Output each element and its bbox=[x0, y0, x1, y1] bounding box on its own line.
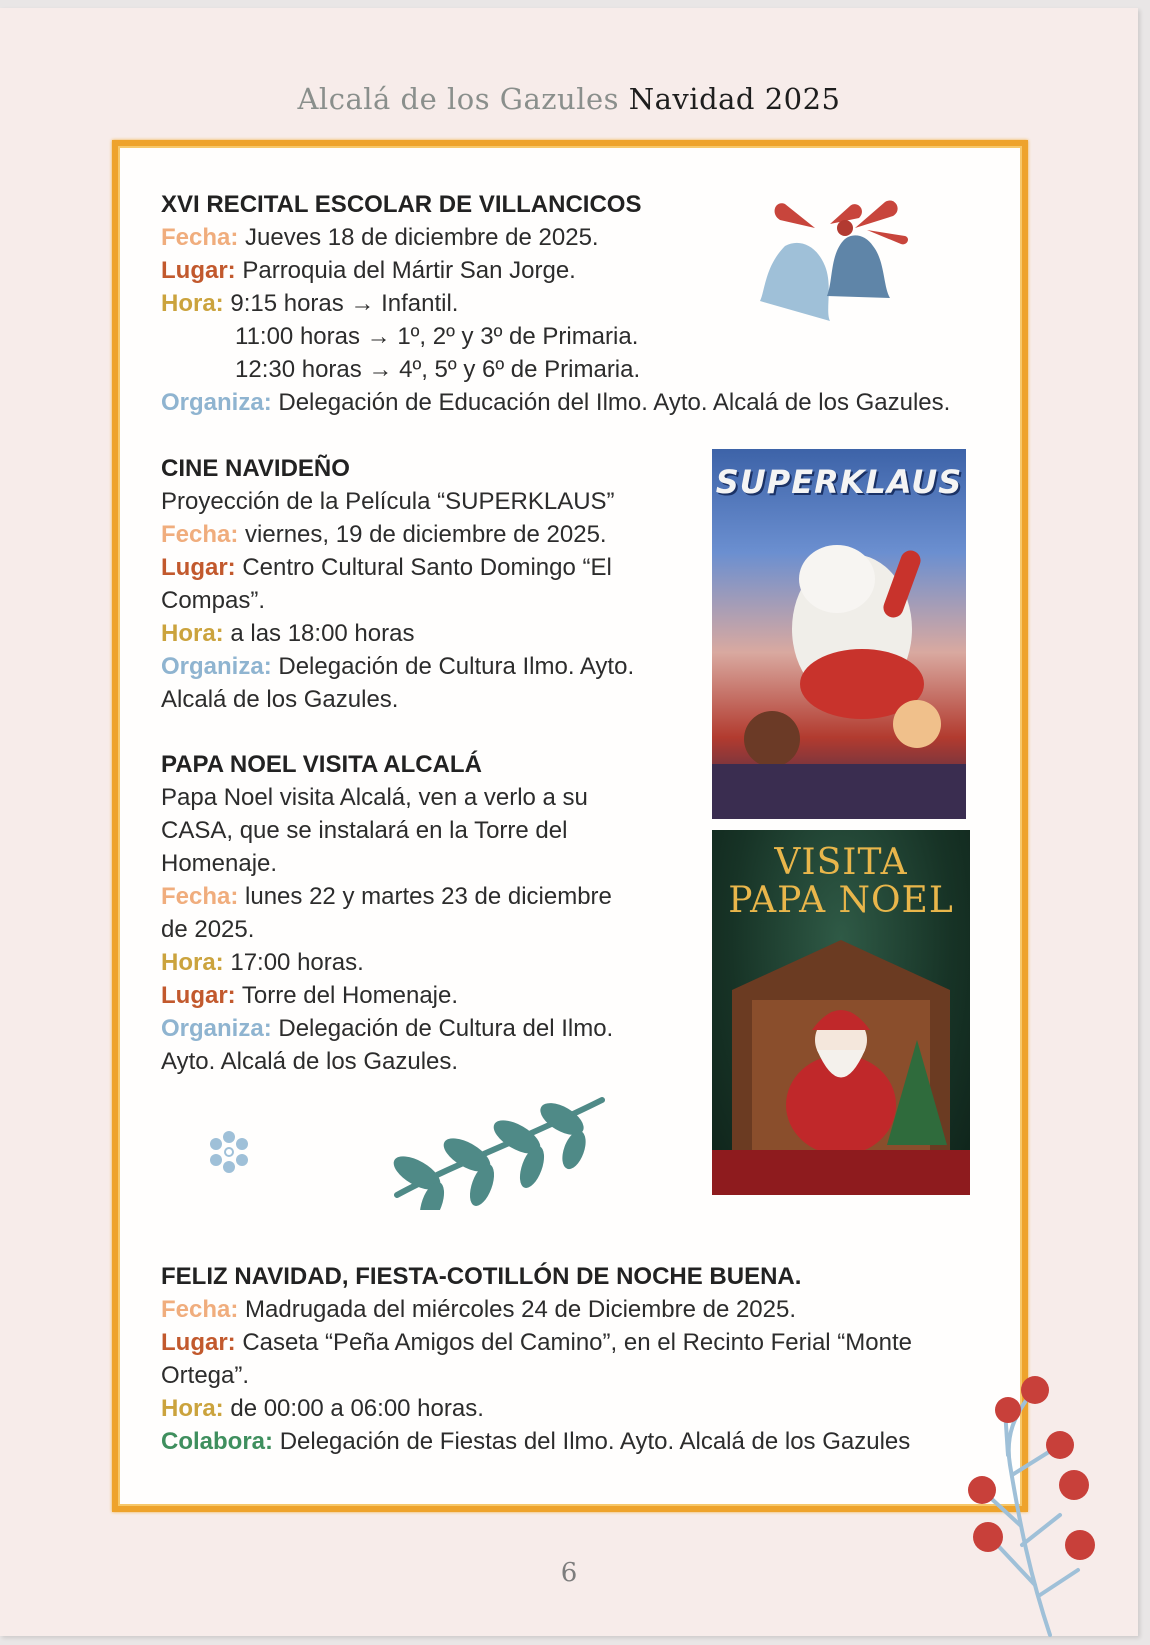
berries-icon bbox=[960, 1375, 1110, 1640]
event-date: viernes, 19 de diciembre de 2025. bbox=[245, 521, 607, 548]
poster-title-line-2: PAPA NOEL bbox=[728, 880, 954, 921]
event-time: 17:00 horas. bbox=[230, 949, 364, 976]
event-place-cont: Compas”. bbox=[161, 587, 266, 614]
event-organizer-line bbox=[161, 1012, 613, 1045]
event-time: de 00:00 a 06:00 horas. bbox=[230, 1395, 484, 1422]
hora-label: Hora: bbox=[161, 290, 224, 317]
event-description: Proyección de la Película “SUPERKLAUS” bbox=[161, 488, 615, 515]
organiza-label: Organiza: bbox=[161, 1015, 272, 1042]
colabora-label: Colabora: bbox=[161, 1428, 274, 1455]
santa-illustration-icon bbox=[712, 930, 970, 1195]
event-title: FELIZ NAVIDAD, FIESTA-COTILLÓN DE NOCHE BUENA. bbox=[161, 1263, 802, 1290]
event-place: Parroquia del Mártir San Jorge. bbox=[242, 257, 576, 284]
poster-title: SUPERKLAUS bbox=[715, 463, 963, 501]
event-place: Torre del Homenaje. bbox=[241, 982, 459, 1009]
event-cotillon bbox=[161, 1260, 912, 1458]
event-place-line bbox=[161, 551, 634, 584]
lugar-label: Lugar: bbox=[161, 257, 236, 284]
event-time-1: 9:15 horas → Infantil. bbox=[230, 290, 459, 317]
lugar-label: Lugar: bbox=[161, 1329, 236, 1356]
event-time: a las 18:00 horas bbox=[230, 620, 415, 647]
event-organizer-line bbox=[161, 650, 634, 683]
event-title: CINE NAVIDEÑO bbox=[161, 455, 350, 482]
event-description-3: Homenaje. bbox=[161, 850, 278, 877]
fecha-label: Fecha: bbox=[161, 224, 239, 251]
snowflake-icon bbox=[207, 1130, 251, 1174]
event-time-3: 12:30 horas → 4º, 5º y 6º de Primaria. bbox=[235, 356, 641, 383]
hora-label: Hora: bbox=[161, 620, 224, 647]
event-time-line bbox=[161, 1392, 912, 1425]
event-organizer-line bbox=[161, 386, 950, 419]
event-organizer-cont: Ayto. Alcalá de los Gazules. bbox=[161, 1048, 459, 1075]
event-time-2: 11:00 horas → 1º, 2º y 3º de Primaria. bbox=[235, 323, 639, 350]
event-title: XVI RECITAL ESCOLAR DE VILLANCICOS bbox=[161, 191, 642, 218]
poster-title-line-1: VISITA bbox=[774, 842, 908, 883]
event-collaborator: Delegación de Fiestas del Ilmo. Ayto. Alcalá de los Gazules bbox=[279, 1428, 911, 1455]
page-header bbox=[0, 82, 1138, 116]
superklaus-poster bbox=[712, 449, 966, 819]
event-organizer-cont: Alcalá de los Gazules. bbox=[161, 686, 399, 713]
event-description-2: CASA, que se instalará en la Torre del bbox=[161, 817, 568, 844]
lugar-label: Lugar: bbox=[161, 554, 236, 581]
header-place: Alcalá de los Gazules bbox=[297, 82, 620, 116]
event-title: PAPA NOEL VISITA ALCALÁ bbox=[161, 751, 482, 778]
event-date: Madrugada del miércoles 24 de Diciembre de 2025. bbox=[245, 1296, 797, 1323]
lugar-label: Lugar: bbox=[161, 982, 236, 1009]
organiza-label: Organiza: bbox=[161, 389, 272, 416]
event-collaborator-line bbox=[161, 1425, 912, 1458]
header-title: Navidad 2025 bbox=[628, 82, 841, 116]
event-date-line bbox=[161, 518, 634, 551]
event-papa-noel bbox=[161, 748, 613, 1078]
hora-label: Hora: bbox=[161, 949, 224, 976]
page-number: 6 bbox=[560, 1558, 578, 1588]
event-description-1: Papa Noel visita Alcalá, ven a verlo a su bbox=[161, 784, 588, 811]
fecha-label: Fecha: bbox=[161, 1296, 239, 1323]
event-place-line bbox=[161, 1326, 912, 1359]
event-cine bbox=[161, 452, 634, 716]
bells-icon bbox=[755, 196, 930, 331]
event-date-line bbox=[161, 880, 613, 913]
branch-icon bbox=[372, 1095, 608, 1210]
organiza-label: Organiza: bbox=[161, 653, 272, 680]
event-place-cont: Ortega”. bbox=[161, 1362, 250, 1389]
santa-character-icon bbox=[712, 509, 966, 819]
event-date-line bbox=[161, 1293, 912, 1326]
event-place-line bbox=[161, 979, 613, 1012]
event-organizer: Delegación de Cultura Ilmo. Ayto. bbox=[278, 653, 635, 680]
event-date-cont: de 2025. bbox=[161, 916, 255, 943]
fecha-label: Fecha: bbox=[161, 521, 239, 548]
papa-noel-poster bbox=[712, 830, 970, 1195]
poster-title bbox=[712, 844, 970, 920]
event-place: Caseta “Peña Amigos del Camino”, en el Recinto Ferial “Monte bbox=[242, 1329, 912, 1356]
event-time-line bbox=[161, 946, 613, 979]
hora-label: Hora: bbox=[161, 1395, 224, 1422]
event-organizer: Delegación de Cultura del Ilmo. bbox=[278, 1015, 614, 1042]
event-organizer: Delegación de Educación del Ilmo. Ayto. Alcalá de los Gazules. bbox=[278, 389, 951, 416]
event-date: Jueves 18 de diciembre de 2025. bbox=[245, 224, 599, 251]
event-place: Centro Cultural Santo Domingo “El bbox=[242, 554, 612, 581]
fecha-label: Fecha: bbox=[161, 883, 239, 910]
event-date: lunes 22 y martes 23 de diciembre bbox=[245, 883, 612, 910]
event-time-line bbox=[161, 617, 634, 650]
